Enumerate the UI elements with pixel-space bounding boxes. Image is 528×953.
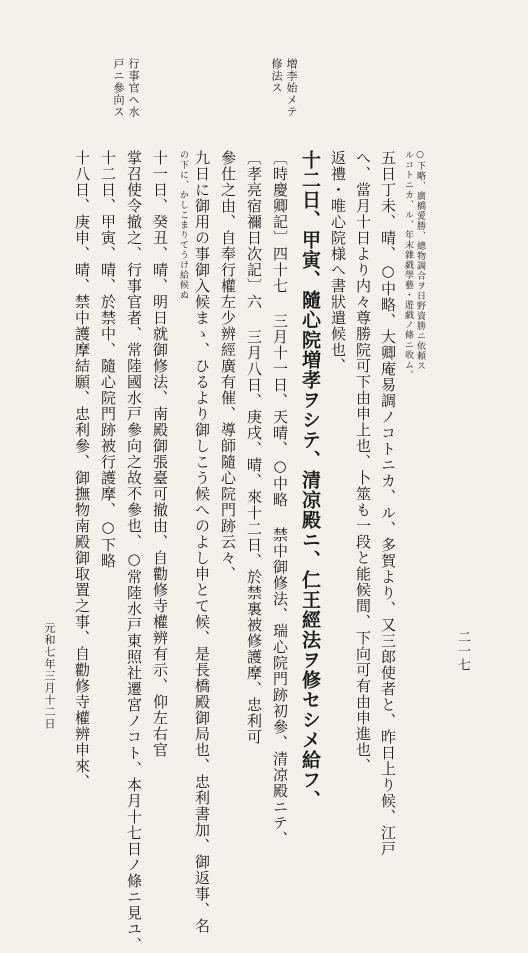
text-column-2: ルコトニカ、ル、年末雜戯學藝・遊戯ノ條ニ收ム。 [403,150,413,380]
text-column-9: 參仕之由、自奉行權左少辨經廣有催、導師隨心院門跡云々、 [219,150,237,582]
margin-note-3: 行事官ヘ水 [127,58,140,118]
margin-note-2: 修法ス [270,58,283,94]
footer-date: 元和七年三月十二日 [43,622,56,730]
text-column-5: 返禮・唯心院様へ書狀遣候也、 [329,150,347,374]
text-column-15: 十八日、庚申、晴、禁中護摩結願、忠利參、御撫物南殿御取置之事、自勸修寺權辨申來、 [73,150,91,790]
text-column-14: 十二日、甲寅、晴、於禁中、隨心院門跡被行護摩、○下略 [99,150,117,569]
text-column-7: 〔時慶卿記〕四十七 三月十一日、天晴、○中略 禁中御修法、瑞心院門跡初參、清凉殿ニテ、 [271,150,289,847]
text-column-10: 九日に御用の事御入候まゝ、ひるより御しこう候へのよし申とて候、是長橋殿御局也、忠利書加、御返事、名 [193,150,211,934]
margin-note-4: 戸ニ參向ス [112,58,125,118]
text-column-4: へ、當月十日より内々尊勝院可下由申上也、卜筮も一段と能候間、下向可有由申進也、 [354,150,372,774]
text-column-8: 〔孝亮宿禰日次記〕六 三月八日、庚戌、晴、來十二日、於禁裏被修護摩、忠利可 [245,150,263,745]
text-column-11: の下に、かしこまりてうけ給候ぬ [178,150,188,300]
page-number: 二一七 [455,630,470,672]
text-column-13: 掌召使令撤之、行事官者、常陸國水戸參向之故不參也、○常陸水戸東照社遷宮ノコト、本月十七日ノ條ニ見ユ、 [125,150,143,953]
text-column-1: ○下略、廣橋愛勝、總物調合ヲ日野資勝ニ依頼ス [415,150,425,371]
text-column-6: 十二日、甲寅、隨心院増孝ヲシテ、清凉殿ニ、仁王經法ヲ修セシメ給フ、 [299,150,321,810]
margin-note-1: 増李始メテ [285,58,298,118]
text-column-3: 五日丁未、晴、○中略、大卿庵易調ノコトニカ、ル、多賀より、又三郎使者と、昨日上り候、江戸 [379,150,397,857]
text-column-12: 十一日、癸丑、晴、明日就御修法、南殿御張臺可撤由、自勸修寺權辨有示、仰左右官 [151,150,169,758]
